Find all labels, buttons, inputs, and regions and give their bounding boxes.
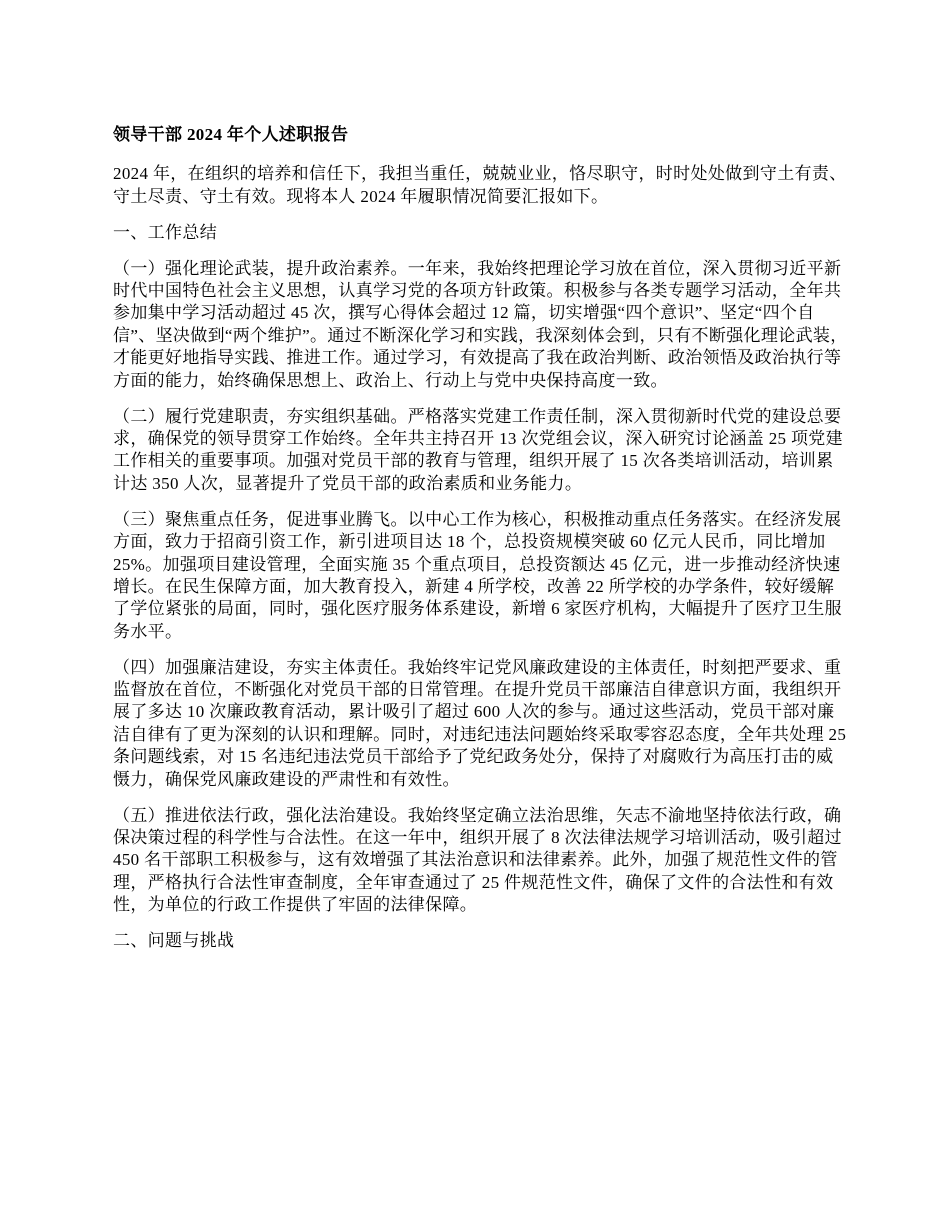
document-page — [113, 124, 848, 966]
section-1-heading: 一、工作总结 — [113, 222, 218, 242]
section-1-paragraph-1: （一）强化理论武装，提升政治素养。一年来，我始终把理论学习放在首位，深入贯彻习近平新时代中国特色社会主义思想，认真学习党的各项方针政策。积极参与各类专题学习活动，全年共参加集中学习活动超过 45 次，撰写心得体会超过 12 篇，切实增强“四个意识”、坚定“四个自信”、坚决做到“两个维护”。通过不断深化学习和实践，我深刻体会到，只有不断强化理论武装，才能更好地指导实践、推进工作。通过学习，有效提高了我在政治判断、政治领悟及政治执行等方面的能力，始终确保思想上、政治上、行动上与党中央保持高度一致。 — [113, 258, 848, 390]
section-1-paragraph-5: （五）推进依法行政，强化法治建设。我始终坚定确立法治思维，矢志不渝地坚持依法行政，确保决策过程的科学性与合法性。在这一年中，组织开展了 8 次法律法规学习培训活动，吸引超过 450 名干部职工积极参与，这有效增强了其法治意识和法律素养。此外，加强了规范性文件的管理，严格执行合法性审查制度，全年审查通过了 25 件规范性文件，确保了文件的合法性和有效性，为单位的行政工作提供了牢固的法律保障。 — [113, 805, 842, 915]
section-2-heading: 二、问题与挑战 — [113, 931, 235, 951]
document-title: 领导干部 2024 年个人述职报告 — [113, 125, 349, 144]
intro-paragraph: 2024 年，在组织的培养和信任下，我担当重任，兢兢业业，恪尽职守，时时处处做到守土有责、守土尽责、守土有效。现将本人 2024 年履职情况简要汇报如下。 — [113, 164, 847, 206]
section-1-paragraph-4: （四）加强廉洁建设，夯实主体责任。我始终牢记党风廉政建设的主体责任，时刻把严要求、重监督放在首位，不断强化对党员干部的日常管理。在提升党员干部廉洁自律意识方面，我组织开展了多达 10 次廉政教育活动，累计吸引了超过 600 人次的参与。通过这些活动，党员干部对廉洁自律有了更为深刻的认识和理解。同时，对违纪违法问题始终采取零容忍态度，全年共处理 25 条问题线索，对 15 名违纪违法党员干部给予了党纪政务处分，保持了对腐败行为高压打击的威慑力，确保党风廉政建设的严肃性和有效性。 — [113, 657, 847, 789]
section-1-paragraph-2: （二）履行党建职责，夯实组织基础。严格落实党建工作责任制，深入贯彻新时代党的建设总要求，确保党的领导贯穿工作始终。全年共主持召开 13 次党组会议，深入研究讨论涵盖 25 项党建工作相关的重要事项。加强对党员干部的教育与管理，组织开展了 15 次各类培训活动，培训累计达 350 人次，显著提升了党员干部的政治素质和业务能力。 — [113, 406, 843, 493]
section-1-paragraph-3: （三）聚焦重点任务，促进事业腾飞。以中心工作为核心，积极推动重点任务落实。在经济发展方面，致力于招商引资工作，新引进项目达 18 个，总投资规模突破 60 亿元人民币，同比增加 25%。加强项目建设管理，全面实施 35 个重点项目，总投资额达 45 亿元，进一步推动经济快速增长。在民生保障方面，加大教育投入，新建 4 所学校，改善 22 所学校的办学条件，较好缓解了学位紧张的局面，同时，强化医疗服务体系建设，新增 6 家医疗机构，大幅提升了医疗卫生服务水平。 — [113, 509, 842, 641]
